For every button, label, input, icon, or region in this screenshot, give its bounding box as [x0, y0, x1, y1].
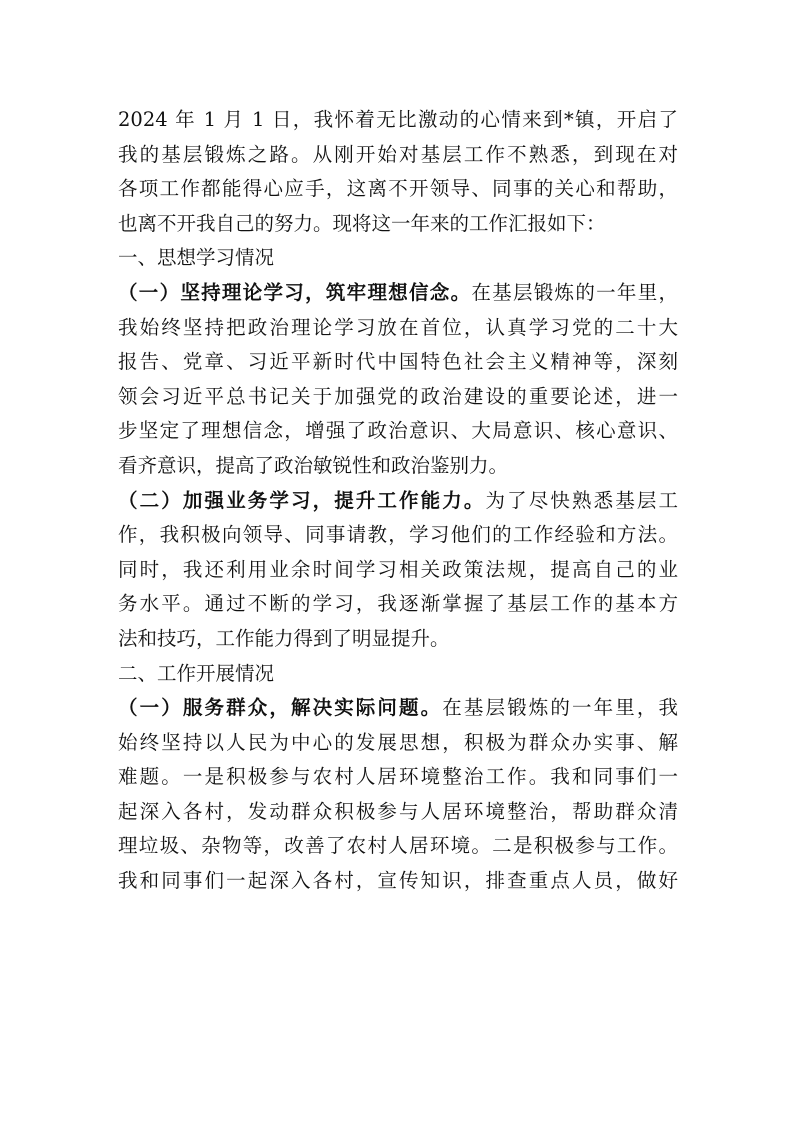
- paragraph-line: 起深入各村，发动群众积极参与人居环境整治，帮助群众清: [118, 799, 678, 823]
- paragraph-line: 我和同事们一起深入各村，宣传知识，排查重点人员，做好: [118, 869, 678, 893]
- paragraph-line: 同时，我还利用业余时间学习相关政策法规，提高自己的业: [118, 557, 678, 581]
- paragraph-line: 难题。一是积极参与农村人居环境整治工作。我和同事们一: [118, 765, 678, 789]
- paragraph-line: 务水平。通过不断的学习，我逐渐掌握了基层工作的基本方: [118, 592, 678, 616]
- section-heading: 二、工作开展情况: [118, 661, 275, 685]
- section-heading: 一、思想学习情况: [118, 246, 275, 270]
- paragraph-line: 作，我积极向领导、同事请教，学习他们的工作经验和方法。: [118, 523, 678, 547]
- subsection-lead-line: [118, 691, 678, 726]
- paragraph-line: 我的基层锻炼之路。从刚开始对基层工作不熟悉，到现在对: [118, 142, 678, 166]
- subsection-title: （一）坚持理论学习，筑牢理想信念。: [118, 280, 472, 304]
- subsection-text: 为了尽快熟悉基层工: [485, 488, 678, 512]
- subsection-lead-line: [118, 484, 678, 519]
- subsection-lead-line: [118, 276, 678, 311]
- paragraph-line: 报告、党章、习近平新时代中国特色社会主义精神等，深刻: [118, 350, 678, 374]
- paragraph-line: 法和技巧，工作能力得到了明显提升。: [118, 626, 450, 650]
- paragraph-line: 也离不开我自己的努力。现将这一年来的工作汇报如下：: [118, 211, 606, 235]
- paragraph-line: 领会习近平总书记关于加强党的政治建设的重要论述，进一: [118, 384, 678, 408]
- document-body: [118, 103, 678, 899]
- paragraph-line: 步坚定了理想信念，增强了政治意识、大局意识、核心意识、: [118, 419, 678, 443]
- subsection-text: 在基层锻炼的一年里，我: [442, 696, 678, 720]
- subsection-title: （一）服务群众，解决实际问题。: [118, 696, 443, 720]
- paragraph-line: 始终坚持以人民为中心的发展思想，积极为群众办实事、解: [118, 730, 678, 754]
- subsection-title: （二）加强业务学习，提升工作能力。: [118, 488, 486, 512]
- paragraph-line: 2024 年 1 月 1 日，我怀着无比激动的心情来到*镇，开启了: [118, 108, 678, 131]
- subsection-text: 在基层锻炼的一年里，: [471, 280, 678, 304]
- paragraph-line: 理垃圾、杂物等，改善了农村人居环境。二是积极参与工作。: [118, 834, 678, 858]
- paragraph-line: 各项工作都能得心应手，这离不开领导、同事的关心和帮助，: [118, 177, 678, 201]
- paragraph-line: 我始终坚持把政治理论学习放在首位，认真学习党的二十大: [118, 315, 678, 339]
- paragraph-line: 看齐意识，提高了政治敏锐性和政治鉴别力。: [118, 453, 509, 477]
